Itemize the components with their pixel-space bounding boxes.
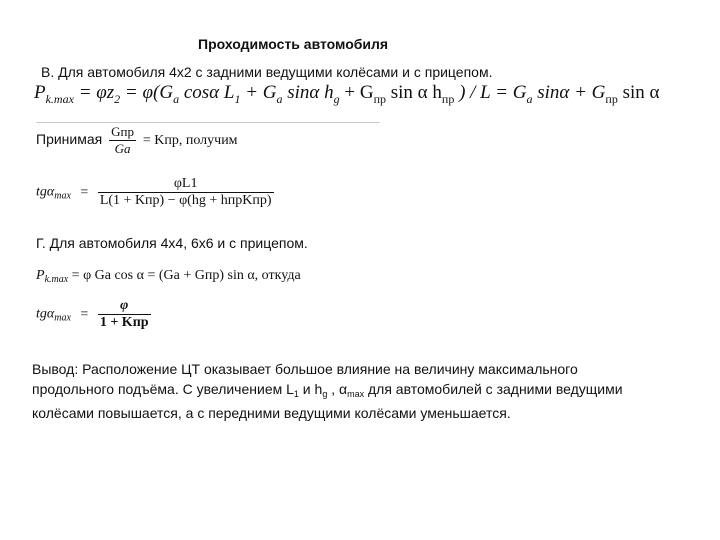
- traction-force-awd-equation: $P_{k.max} = \varphi$ Ga cos α = (Ga + Gпр) sin α, откуда: [36, 268, 301, 285]
- section-g-heading: Г. Для автомобиля 4х4, 6х6 и с прицепом.: [36, 235, 308, 251]
- section-b-heading: B. Для автомобиля 4х2 с задними ведущими колёсами и с прицепом.: [41, 64, 493, 80]
- tg-max-fraction: $\frac{\varphi L1}{\text{L(1 + Kпр) − φ(hg + hпрKпр)}}$: [99, 176, 272, 208]
- tg-max-awd-formula: tgα$_{max}$ = $\frac{\varphi}{\text{1 + Kпр}}$: [36, 298, 149, 330]
- tg-max-awd-fraction: $\frac{\varphi}{\text{1 + Kпр}}$: [99, 298, 149, 330]
- ratio-fraction: $\frac{\text{Gпр}}{Ga}$: [111, 124, 134, 156]
- traction-force-equation: $P_{k.max} = \varphi z_2 = \varphi(G_a$ cosα $L_1 + G_a$ sinα $h_g + G_{пр}$ sin α $h_{пр}$ ) / $L = G_a$ $\sin\alpha + G_{пр}$ sin α: [34, 82, 660, 106]
- accept-condition: Принимая $\frac{\text{Gпр}}{Ga}$ = Kпр, получим: [36, 124, 238, 156]
- conclusion-text: Вывод: Расположение ЦТ оказывает большое влияние на величину максимального продольного подъёма. С увеличением $L_1$ и $h_g$ , $\alpha_{max}$ для автомобилей с задними ведущими колёсами повышается, а с передними ведущими колёсами уменьшается.: [32, 361, 623, 421]
- slide-title: Проходимость автомобиля: [198, 36, 389, 52]
- tg-max-rear-drive-formula: tgα$_{max}$ = $\frac{\varphi L1}{\text{L(1 + Kпр) − φ(hg + hпрKпр)}}$: [36, 176, 272, 208]
- divider: [36, 122, 380, 123]
